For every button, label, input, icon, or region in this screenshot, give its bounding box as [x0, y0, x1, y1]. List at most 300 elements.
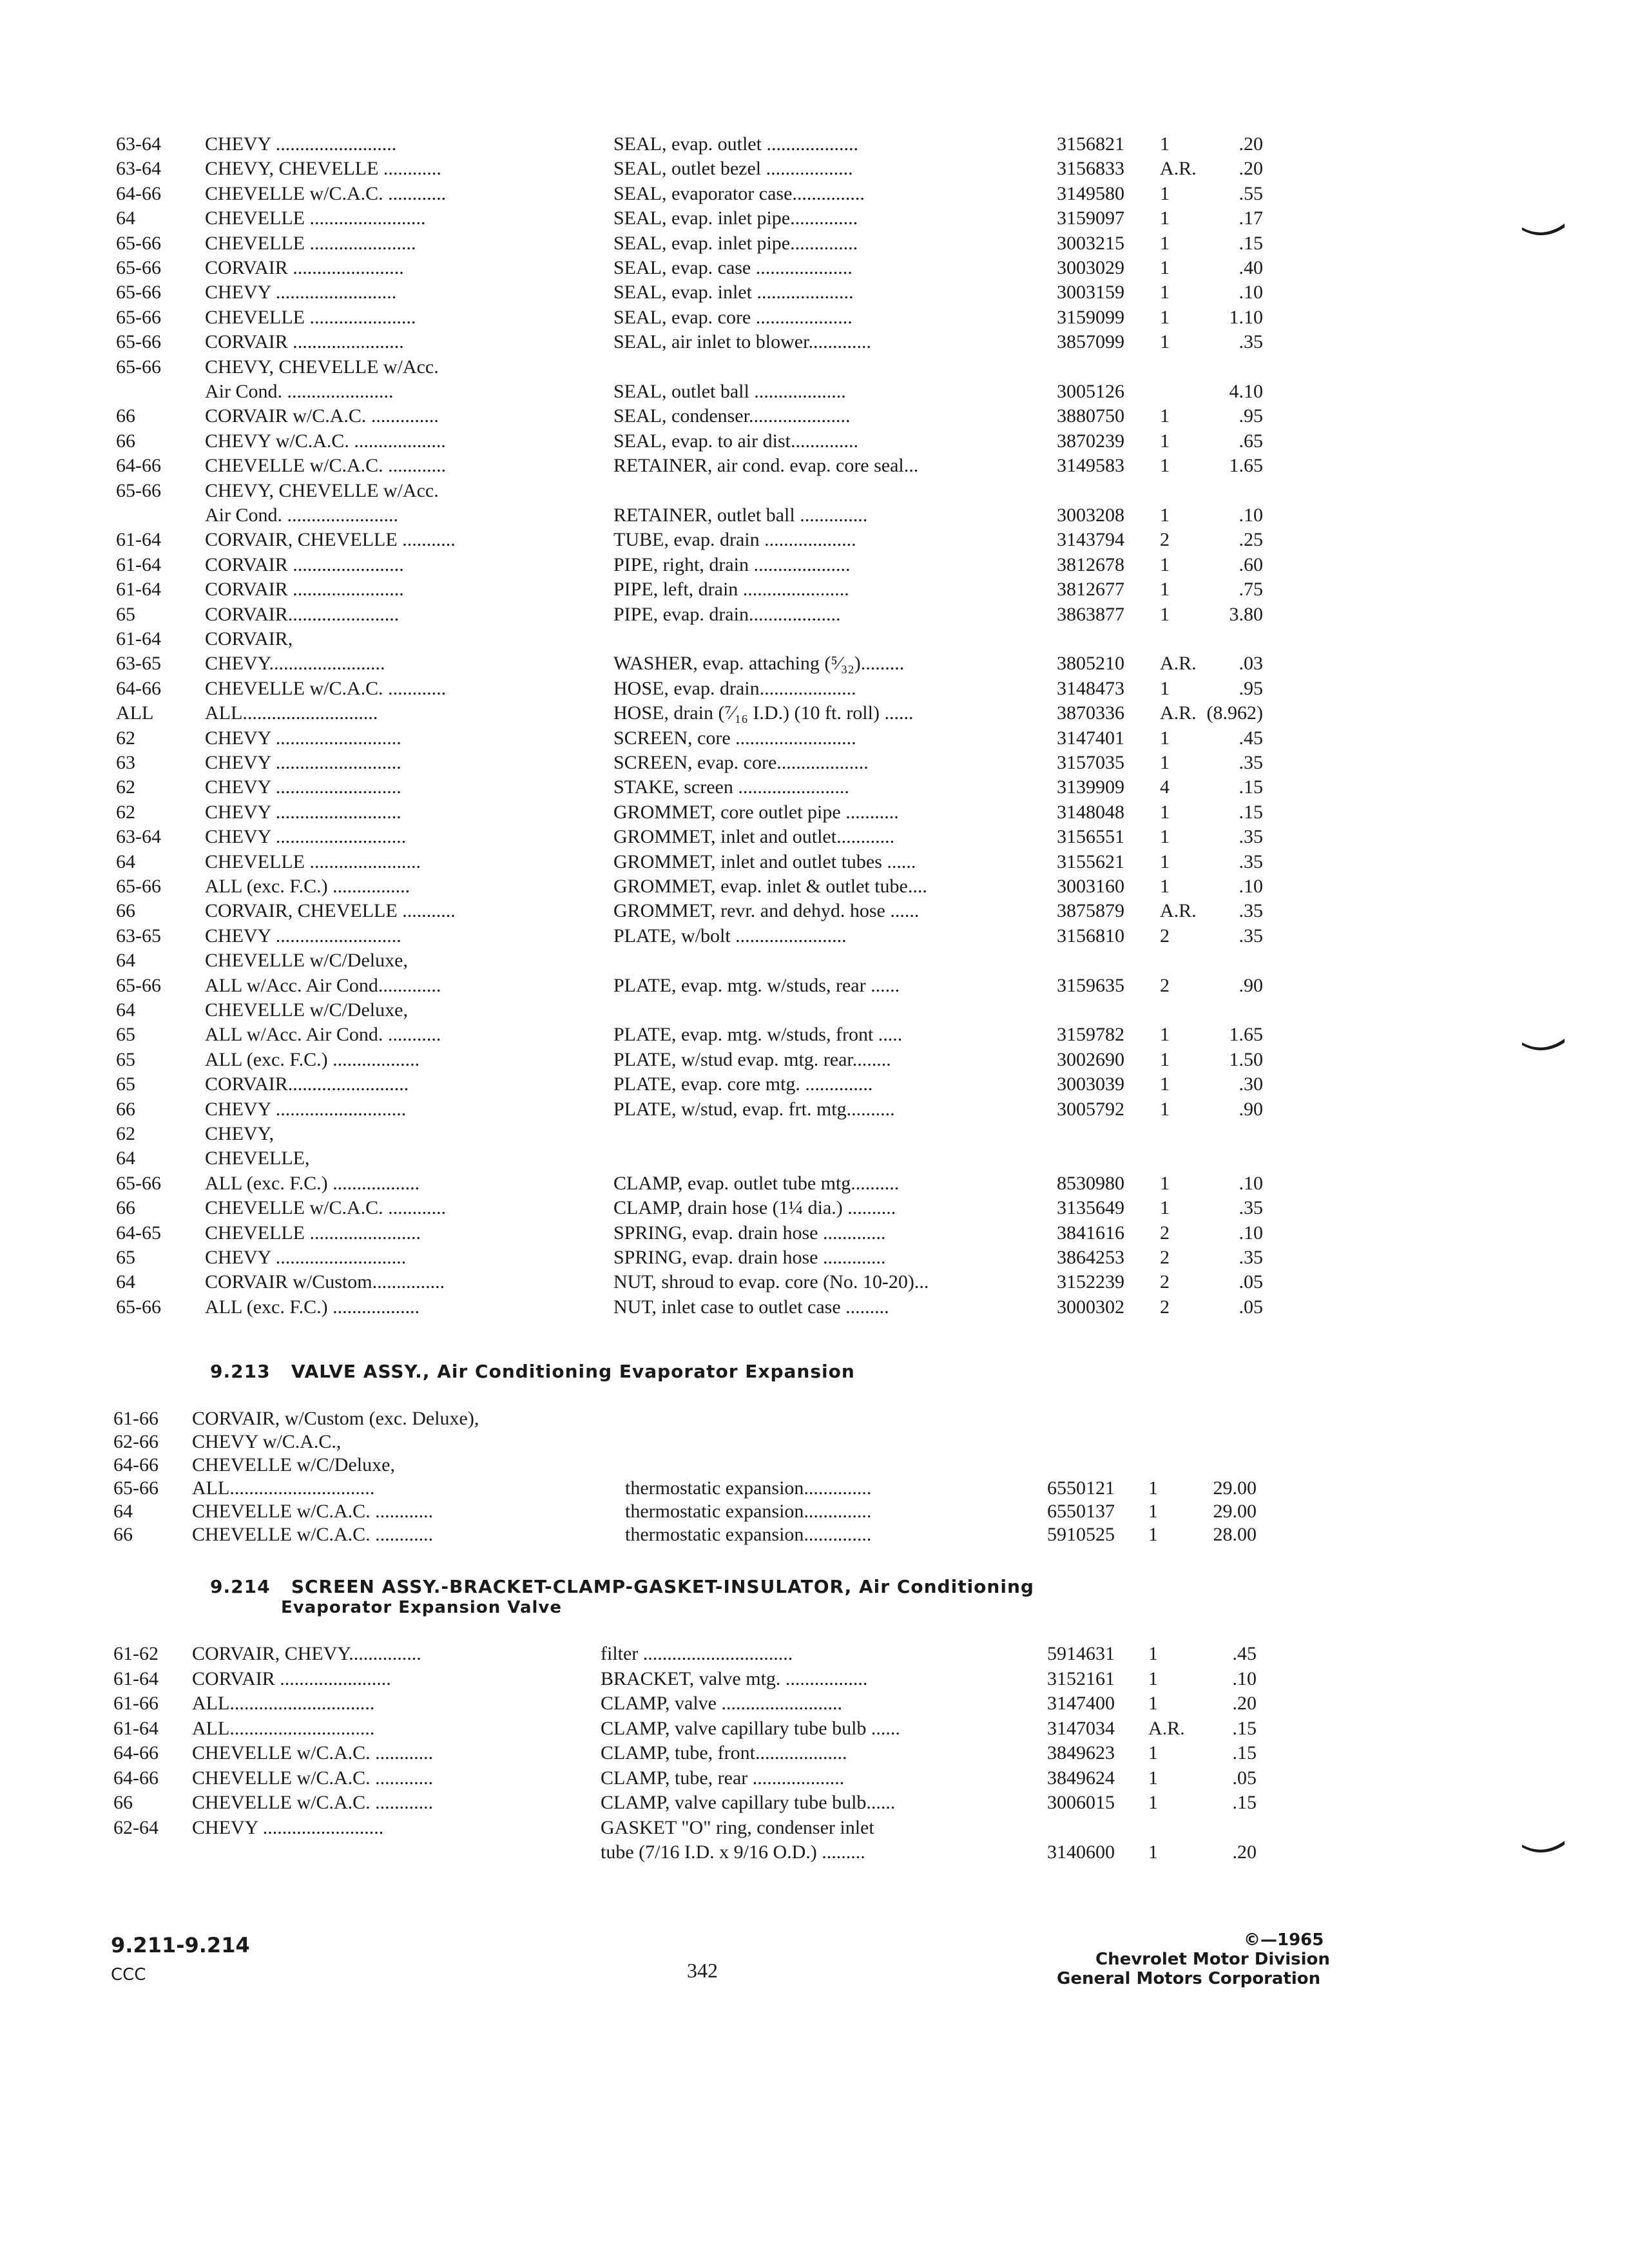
model-cell: CHEVY .......................... — [205, 925, 401, 947]
table-row — [0, 948, 1629, 973]
table-row — [0, 1741, 1629, 1765]
price-cell: .55 — [1239, 182, 1263, 204]
quantity-cell: 1 — [1160, 1197, 1170, 1219]
binder-mark-icon — [1521, 1840, 1566, 1859]
part-number-cell: 5914631 — [1047, 1643, 1115, 1664]
quantity-cell: 1 — [1160, 579, 1170, 601]
years-cell: 65 — [116, 1247, 135, 1268]
years-cell: 64-66 — [113, 1454, 159, 1475]
model-cell: CHEVELLE w/C.A.C. ............ — [205, 455, 447, 477]
description-cell: PLATE, evap. mtg. w/studs, rear ...... — [613, 974, 900, 996]
price-cell: .45 — [1239, 727, 1263, 749]
description-cell: thermostatic expansion.............. — [625, 1501, 872, 1522]
quantity-cell: 1 — [1148, 1693, 1158, 1714]
price-cell: .35 — [1239, 925, 1263, 947]
model-cell: Air Cond. ...................... — [205, 381, 394, 402]
part-number-cell: 3003039 — [1057, 1073, 1124, 1095]
table-row — [0, 330, 1629, 354]
model-cell: ALL (exc. F.C.) ................ — [205, 876, 410, 897]
description-cell: SEAL, evap. inlet pipe.............. — [613, 207, 858, 229]
price-cell: .20 — [1232, 1693, 1257, 1714]
model-cell: CHEVY .......................... — [205, 776, 401, 798]
quantity-cell: 1 — [1160, 801, 1170, 823]
description-cell: CLAMP, valve capillary tube bulb ...... — [601, 1717, 900, 1739]
description-cell: CLAMP, valve ......................... — [601, 1693, 842, 1714]
model-cell: CHEVY .......................... — [205, 801, 401, 823]
table-row — [0, 602, 1629, 627]
description-cell: NUT, inlet case to outlet case ......... — [613, 1296, 889, 1318]
description-cell: SEAL, evap. case .................... — [613, 257, 853, 278]
years-cell: 65-66 — [116, 282, 161, 303]
years-cell: 66 — [113, 1524, 133, 1545]
description-cell: CLAMP, tube, front................... — [601, 1742, 847, 1763]
table-row — [0, 1146, 1629, 1171]
quantity-cell: 1 — [1160, 306, 1170, 328]
price-cell: .17 — [1239, 207, 1263, 229]
table-row — [0, 182, 1629, 206]
years-cell: 64-66 — [116, 182, 161, 204]
part-number-cell: 3156810 — [1057, 925, 1124, 947]
price-cell: .10 — [1239, 282, 1263, 303]
part-number-cell: 8530980 — [1057, 1172, 1124, 1194]
price-cell: 1.65 — [1229, 1024, 1263, 1046]
quantity-cell: 1 — [1160, 505, 1170, 526]
description-cell: RETAINER, air cond. evap. core seal... — [613, 455, 919, 477]
model-cell: Air Cond. ....................... — [205, 505, 398, 526]
description-cell: HOSE, drain (⁷⁄₁₆ I.D.) (10 ft. roll) ...... — [613, 702, 914, 724]
description-cell: SEAL, outlet bezel .................. — [613, 158, 853, 180]
table-row — [0, 775, 1629, 800]
section-213-title: VALVE ASSY., Air Conditioning Evaporator Expansion — [291, 1361, 855, 1382]
part-number-cell: 3849623 — [1047, 1742, 1115, 1763]
model-cell: CORVAIR w/C.A.C. .............. — [205, 405, 439, 427]
table-row — [0, 1295, 1629, 1320]
price-cell: .10 — [1239, 505, 1263, 526]
table-row — [0, 899, 1629, 923]
price-cell: .65 — [1239, 430, 1263, 452]
price-cell: .15 — [1232, 1742, 1257, 1763]
quantity-cell: 2 — [1160, 925, 1170, 947]
table-row — [0, 1476, 1629, 1501]
price-cell: .10 — [1239, 1172, 1263, 1194]
footer-section-range: 9.211-9.214 — [111, 1933, 250, 1957]
model-cell: CHEVELLE ........................ — [205, 207, 426, 229]
years-cell: 62-66 — [113, 1431, 159, 1452]
years-cell: 65-66 — [116, 876, 161, 897]
years-cell: 62 — [116, 776, 135, 798]
model-cell: ALL (exc. F.C.) .................. — [205, 1172, 420, 1194]
years-cell: 63-64 — [116, 133, 161, 155]
years-cell: 66 — [116, 1098, 135, 1120]
quantity-cell: 1 — [1160, 1024, 1170, 1046]
table-row — [0, 132, 1629, 157]
table-row — [0, 974, 1629, 998]
years-cell: 65-66 — [116, 306, 161, 328]
years-cell: 61-64 — [116, 579, 161, 601]
years-cell: ALL — [116, 702, 154, 724]
table-row — [0, 380, 1629, 404]
model-cell: CHEVY, CHEVELLE ............ — [205, 158, 441, 180]
quantity-cell: A.R. — [1160, 653, 1197, 675]
table-row — [0, 528, 1629, 552]
part-number-cell: 3005792 — [1057, 1098, 1124, 1120]
description-cell: SEAL, evaporator case............... — [613, 182, 865, 204]
part-number-cell: 3149580 — [1057, 182, 1124, 204]
model-cell: CHEVELLE w/C.A.C. ............ — [205, 677, 447, 699]
description-cell: SEAL, evap. core .................... — [613, 306, 853, 328]
price-cell: .15 — [1239, 776, 1263, 798]
part-number-cell: 3812677 — [1057, 579, 1124, 601]
table-row — [0, 231, 1629, 256]
model-cell: CHEVY, CHEVELLE w/Acc. — [205, 356, 439, 378]
model-cell: CORVAIR w/Custom............... — [205, 1271, 445, 1293]
description-cell: GROMMET, evap. inlet & outlet tube.... — [613, 876, 927, 897]
price-cell: .05 — [1239, 1271, 1263, 1293]
years-cell: 61-64 — [116, 529, 161, 551]
price-cell: .05 — [1232, 1767, 1257, 1789]
table-row — [0, 1766, 1629, 1791]
part-number-cell: 3005126 — [1057, 381, 1124, 402]
table-row — [0, 1816, 1629, 1840]
section-214-title: SCREEN ASSY.-BRACKET-CLAMP-GASKET-INSULATOR, Air Conditioning — [291, 1576, 1034, 1597]
table-row — [0, 924, 1629, 948]
table-row — [0, 1407, 1629, 1431]
model-cell: CHEVY, — [205, 1123, 274, 1144]
quantity-cell: 1 — [1160, 677, 1170, 699]
years-cell: 64-66 — [116, 677, 161, 699]
quantity-cell: 1 — [1160, 232, 1170, 254]
description-cell: PLATE, w/stud, evap. frt. mtg.......... — [613, 1098, 895, 1120]
table-row — [0, 1171, 1629, 1196]
model-cell: CHEVELLE w/C.A.C. ............ — [192, 1792, 434, 1813]
part-number-cell: 3159099 — [1057, 306, 1124, 328]
part-number-cell: 3849624 — [1047, 1767, 1115, 1789]
footer-code: CCC — [111, 1965, 146, 1984]
quantity-cell: A.R. — [1160, 702, 1197, 724]
model-cell: CHEVELLE w/C.A.C. ............ — [192, 1767, 434, 1789]
table-row — [0, 651, 1629, 676]
part-number-cell: 3147400 — [1047, 1693, 1115, 1714]
part-number-cell: 3159097 — [1057, 207, 1124, 229]
price-cell: .45 — [1232, 1643, 1257, 1664]
years-cell: 65 — [116, 1024, 135, 1046]
table-row — [0, 751, 1629, 775]
quantity-cell: 1 — [1160, 1098, 1170, 1120]
quantity-cell: 1 — [1160, 727, 1170, 749]
model-cell: CORVAIR, CHEVELLE ........... — [205, 900, 456, 922]
part-number-cell: 3156551 — [1057, 826, 1124, 848]
price-cell: .05 — [1239, 1296, 1263, 1318]
part-number-cell: 5910525 — [1047, 1524, 1115, 1545]
model-cell: CHEVY w/C.A.C. ................... — [205, 430, 446, 452]
description-cell: PIPE, left, drain ...................... — [613, 579, 849, 601]
part-number-cell: 3003160 — [1057, 876, 1124, 897]
description-cell: PLATE, evap. mtg. w/studs, front ..... — [613, 1024, 903, 1046]
price-cell: .95 — [1239, 405, 1263, 427]
part-number-cell: 3003159 — [1057, 282, 1124, 303]
table-row — [0, 998, 1629, 1023]
price-cell: .90 — [1239, 974, 1263, 996]
description-cell: HOSE, evap. drain.................... — [613, 677, 856, 699]
price-cell: .15 — [1232, 1792, 1257, 1813]
part-number-cell: 3135649 — [1057, 1197, 1124, 1219]
price-cell: 28.00 — [1213, 1524, 1257, 1545]
table-row — [0, 874, 1629, 899]
model-cell: CHEVELLE ....................... — [205, 1222, 421, 1244]
quantity-cell: 1 — [1148, 1792, 1158, 1813]
table-row — [0, 1196, 1629, 1220]
price-cell: 3.80 — [1229, 603, 1263, 625]
model-cell: ALL (exc. F.C.) .................. — [205, 1296, 420, 1318]
quantity-cell: 1 — [1148, 1524, 1158, 1545]
years-cell: 65-66 — [116, 974, 161, 996]
part-number-cell: 3002690 — [1057, 1048, 1124, 1070]
part-number-cell: 3003208 — [1057, 505, 1124, 526]
years-cell: 64 — [116, 1148, 135, 1169]
description-cell: SEAL, evap. inlet .................... — [613, 282, 854, 303]
part-number-cell: 3156821 — [1057, 133, 1124, 155]
part-number-cell: 3149583 — [1057, 455, 1124, 477]
model-cell: CHEVELLE w/C/Deluxe, — [192, 1454, 395, 1475]
model-cell: CORVAIR, w/Custom (exc. Deluxe), — [192, 1408, 479, 1429]
part-number-cell: 3003029 — [1057, 257, 1124, 278]
model-cell: CHEVY .......................... — [205, 752, 401, 773]
model-cell: ALL w/Acc. Air Cond. ........... — [205, 1024, 441, 1046]
years-cell: 61-66 — [113, 1693, 159, 1714]
description-cell: STAKE, screen ....................... — [613, 776, 849, 798]
quantity-cell: 1 — [1160, 752, 1170, 773]
years-cell: 61-64 — [113, 1667, 159, 1689]
description-cell: CLAMP, valve capillary tube bulb...... — [601, 1792, 896, 1813]
part-number-cell: 3156833 — [1057, 158, 1124, 180]
model-cell: CHEVELLE ...................... — [205, 232, 416, 254]
part-number-cell: 3863877 — [1057, 603, 1124, 625]
table-row — [0, 627, 1629, 651]
model-cell: ALL.............................. — [192, 1477, 375, 1499]
table-row — [0, 280, 1629, 305]
price-cell: .40 — [1239, 257, 1263, 278]
years-cell: 64-66 — [113, 1767, 159, 1789]
table-row — [0, 1072, 1629, 1097]
description-cell: SCREEN, evap. core................... — [613, 752, 869, 773]
model-cell: CORVAIR ....................... — [205, 257, 404, 278]
years-cell: 62-64 — [113, 1816, 159, 1838]
model-cell: CHEVELLE w/C.A.C. ............ — [205, 1197, 447, 1219]
table-row — [0, 305, 1629, 330]
description-cell: PIPE, evap. drain................... — [613, 603, 841, 625]
model-cell: CHEVELLE w/C.A.C. ............ — [205, 182, 447, 204]
quantity-cell: 1 — [1160, 1073, 1170, 1095]
table-row — [0, 1453, 1629, 1477]
section-214-number: 9.214 — [210, 1576, 271, 1597]
binder-mark-icon — [1521, 1037, 1566, 1057]
part-number-cell: 3880750 — [1057, 405, 1124, 427]
years-cell: 64 — [116, 1271, 135, 1293]
part-number-cell: 6550121 — [1047, 1477, 1115, 1499]
years-cell: 63 — [116, 752, 135, 773]
price-cell: .95 — [1239, 677, 1263, 699]
part-number-cell: 3148473 — [1057, 677, 1124, 699]
model-cell: CHEVELLE w/C.A.C. ............ — [192, 1742, 434, 1763]
years-cell: 64 — [116, 207, 135, 229]
model-cell: ALL.............................. — [192, 1693, 375, 1714]
description-cell: RETAINER, outlet ball .............. — [613, 505, 868, 526]
years-cell: 65-66 — [116, 232, 161, 254]
part-number-cell: 3003215 — [1057, 232, 1124, 254]
part-number-cell: 3152161 — [1047, 1667, 1115, 1689]
part-number-cell: 3159635 — [1057, 974, 1124, 996]
years-cell: 61-64 — [113, 1717, 159, 1739]
table-row — [0, 1499, 1629, 1524]
description-cell: tube (7/16 I.D. x 9/16 O.D.) ......... — [601, 1841, 865, 1863]
model-cell: CORVAIR......................... — [205, 1073, 409, 1095]
price-cell: .35 — [1239, 752, 1263, 773]
price-cell: (8.962) — [1206, 702, 1263, 724]
model-cell: CORVAIR ....................... — [205, 579, 404, 601]
description-cell: GROMMET, revr. and dehyd. hose ...... — [613, 900, 920, 922]
price-cell: .10 — [1232, 1667, 1257, 1689]
table-row — [0, 726, 1629, 751]
model-cell: CORVAIR, CHEVY............... — [192, 1643, 421, 1664]
model-cell: CHEVY ......................... — [205, 133, 397, 155]
price-cell: .10 — [1239, 876, 1263, 897]
quantity-cell: 1 — [1148, 1841, 1158, 1863]
model-cell: CHEVELLE w/C/Deluxe, — [205, 950, 408, 972]
description-cell: SEAL, air inlet to blower............. — [613, 331, 871, 353]
quantity-cell: 1 — [1160, 133, 1170, 155]
model-cell: CHEVY ........................... — [205, 826, 407, 848]
part-number-cell: 3143794 — [1057, 529, 1124, 551]
part-number-cell: 3139909 — [1057, 776, 1124, 798]
table-row — [0, 1097, 1629, 1122]
years-cell: 61-64 — [116, 628, 161, 649]
model-cell: CHEVELLE, — [205, 1148, 310, 1169]
table-row — [0, 206, 1629, 231]
description-cell: GROMMET, inlet and outlet............ — [613, 826, 895, 848]
years-cell: 65-66 — [116, 479, 161, 501]
model-cell: CORVAIR ....................... — [192, 1667, 391, 1689]
years-cell: 61-64 — [116, 553, 161, 575]
price-cell: .75 — [1239, 579, 1263, 601]
table-row — [0, 404, 1629, 428]
page-number: 342 — [687, 1959, 718, 1982]
price-cell: .35 — [1239, 1197, 1263, 1219]
years-cell: 62 — [116, 801, 135, 823]
model-cell: ALL.............................. — [192, 1717, 375, 1739]
table-row — [0, 1048, 1629, 1072]
part-number-cell: 3875879 — [1057, 900, 1124, 922]
price-cell: .35 — [1239, 331, 1263, 353]
price-cell: .15 — [1239, 232, 1263, 254]
footer-copyright: ©—1965 — [1244, 1930, 1324, 1950]
model-cell: ALL w/Acc. Air Cond............. — [205, 974, 441, 996]
description-cell: CLAMP, evap. outlet tube mtg.......... — [613, 1172, 900, 1194]
section-214-subtitle: Evaporator Expansion Valve — [281, 1598, 563, 1617]
price-cell: 4.10 — [1229, 381, 1263, 402]
years-cell: 64 — [113, 1501, 133, 1522]
quantity-cell: 1 — [1160, 405, 1170, 427]
table-row — [0, 1122, 1629, 1146]
description-cell: SPRING, evap. drain hose ............. — [613, 1247, 886, 1268]
description-cell: CLAMP, tube, rear ................... — [601, 1767, 845, 1789]
price-cell: .15 — [1232, 1717, 1257, 1739]
quantity-cell: 1 — [1160, 207, 1170, 229]
quantity-cell: A.R. — [1160, 900, 1197, 922]
price-cell: .20 — [1232, 1841, 1257, 1863]
model-cell: ALL............................ — [205, 702, 378, 724]
part-number-cell: 3864253 — [1057, 1247, 1124, 1268]
section-213-number: 9.213 — [210, 1361, 271, 1382]
footer-division: Chevrolet Motor Division — [1095, 1950, 1330, 1969]
model-cell: CORVAIR ....................... — [205, 331, 404, 353]
description-cell: SEAL, outlet ball ................... — [613, 381, 846, 402]
table-row — [0, 256, 1629, 280]
description-cell: thermostatic expansion.............. — [625, 1477, 872, 1499]
price-cell: 1.65 — [1229, 455, 1263, 477]
table-row — [0, 1840, 1629, 1865]
quantity-cell: 2 — [1160, 974, 1170, 996]
description-cell: PLATE, w/bolt ....................... — [613, 925, 847, 947]
table-row — [0, 454, 1629, 478]
description-cell: WASHER, evap. attaching (⁵⁄₃₂)......... — [613, 653, 905, 675]
part-number-cell: 3157035 — [1057, 752, 1124, 773]
description-cell: CLAMP, drain hose (1¼ dia.) .......... — [613, 1197, 896, 1219]
footer-corporation: General Motors Corporation — [1057, 1969, 1321, 1988]
part-number-cell: 3006015 — [1047, 1792, 1115, 1813]
description-cell: thermostatic expansion.............. — [625, 1524, 872, 1545]
part-number-cell: 3870239 — [1057, 430, 1124, 452]
table-row — [0, 1221, 1629, 1245]
years-cell: 63-65 — [116, 925, 161, 947]
quantity-cell: 1 — [1148, 1477, 1158, 1499]
years-cell: 61-66 — [113, 1408, 159, 1429]
years-cell: 66 — [116, 1197, 135, 1219]
quantity-cell: 1 — [1160, 876, 1170, 897]
table-row — [0, 479, 1629, 503]
quantity-cell: 1 — [1148, 1501, 1158, 1522]
model-cell: CHEVY, CHEVELLE w/Acc. — [205, 479, 439, 501]
model-cell: CORVAIR ....................... — [205, 553, 404, 575]
model-cell: CHEVY ......................... — [205, 282, 397, 303]
part-number-cell: 3812678 — [1057, 553, 1124, 575]
table-row — [0, 429, 1629, 454]
quantity-cell: 1 — [1160, 826, 1170, 848]
quantity-cell: 1 — [1148, 1742, 1158, 1763]
table-row — [0, 1245, 1629, 1270]
years-cell: 63-64 — [116, 158, 161, 180]
description-cell: filter ............................... — [601, 1643, 793, 1664]
table-row — [0, 1667, 1629, 1691]
description-cell: SEAL, evap. outlet ................... — [613, 133, 858, 155]
years-cell: 64-66 — [113, 1742, 159, 1763]
table-row — [0, 1023, 1629, 1047]
quantity-cell: 1 — [1160, 182, 1170, 204]
table-row — [0, 1430, 1629, 1454]
description-cell: SEAL, condenser..................... — [613, 405, 851, 427]
years-cell: 65 — [116, 1073, 135, 1095]
section-214-heading — [210, 1576, 1034, 1598]
price-cell: .25 — [1239, 529, 1263, 551]
quantity-cell: 1 — [1160, 282, 1170, 303]
table-row — [0, 503, 1629, 528]
description-cell: PLATE, w/stud evap. mtg. rear........ — [613, 1048, 891, 1070]
quantity-cell: 1 — [1160, 1172, 1170, 1194]
quantity-cell: 4 — [1160, 776, 1170, 798]
price-cell: .15 — [1239, 801, 1263, 823]
price-cell: .35 — [1239, 1247, 1263, 1268]
quantity-cell: 1 — [1160, 1048, 1170, 1070]
description-cell: SPRING, evap. drain hose ............. — [613, 1222, 886, 1244]
